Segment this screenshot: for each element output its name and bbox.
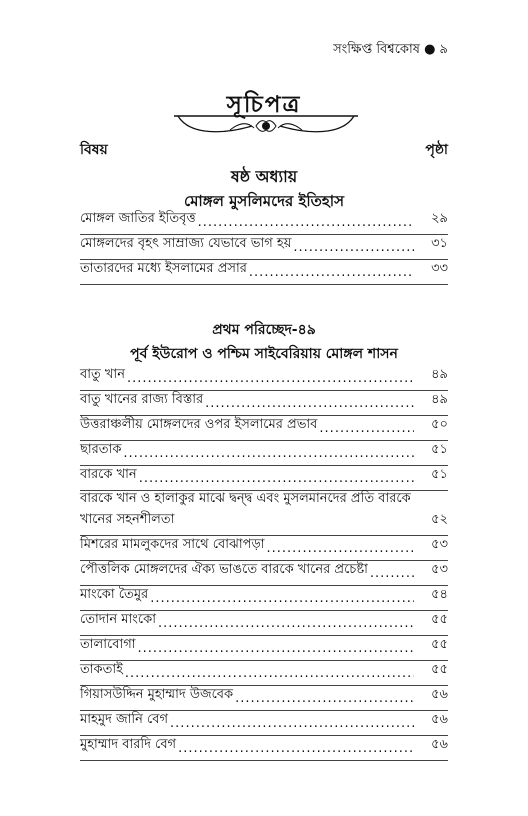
toc-entry[interactable] [80, 586, 448, 611]
dot-leader [127, 371, 414, 386]
toc-entry[interactable] [80, 416, 448, 441]
dot-leader [123, 446, 414, 461]
toc-entry[interactable] [80, 441, 448, 466]
dot-leader [267, 541, 414, 556]
toc-entry[interactable] [80, 366, 448, 391]
toc-entry-title: তাতারদের মধ্যে ইসলামের প্রসার [80, 261, 247, 276]
toc-entry-title: বারকে খান ও হালাকুর মাঝে দ্বন্দ্ব এবং মুসলমানদের প্রতি বারকে খানের সহনশীলতা [80, 491, 411, 527]
toc-entry[interactable] [80, 536, 448, 561]
toc-entry-title: মুহাম্মাদ বারদি বেগ [80, 737, 177, 752]
toc-entry-title: উত্তরাঞ্চলীয় মোঙ্গলদের ওপর ইসলামের প্রভাব [80, 417, 318, 432]
dot-leader [150, 591, 414, 606]
dot-leader [370, 566, 414, 581]
toc-entry[interactable] [80, 686, 448, 711]
toc-list-chapter [80, 210, 448, 285]
dot-leader [249, 265, 414, 280]
toc-entry-title: তোদান মাংকো [80, 612, 156, 627]
subject-column-label: বিষয় [80, 142, 108, 158]
toc-list-section [80, 366, 448, 761]
toc-entry-page: ৪৯ [431, 367, 448, 382]
toc-entry[interactable] [80, 561, 448, 586]
dot-leader [138, 641, 415, 656]
toc-entry-page: ৫০ [431, 417, 448, 432]
toc-entry[interactable] [80, 235, 448, 260]
page-column-label: পৃষ্ঠা [425, 142, 448, 158]
dot-leader [139, 471, 414, 486]
toc-entry-title: বারকে খান [80, 467, 137, 482]
toc-entry-title: মোঙ্গল জাতির ইতিবৃত্ত [80, 211, 196, 226]
toc-entry-page: ৩১ [431, 236, 448, 251]
toc-entry-page: ৩৩ [431, 261, 448, 276]
dot-leader [198, 215, 414, 230]
dot-leader [158, 616, 414, 631]
running-header: সংক্ষিপ্ত বিশ্বকোষ ● ৯ [333, 42, 448, 57]
toc-entry-page: ৫৫ [431, 637, 448, 652]
toc-entry[interactable] [80, 736, 448, 761]
toc-entry-page: ৫১ [431, 467, 448, 482]
chapter-heading: ষষ্ঠ অধ্যায় [230, 167, 298, 186]
toc-entry-page: ৫৪ [431, 587, 448, 602]
dot-leader [170, 716, 414, 731]
dot-leader [293, 240, 414, 255]
toc-entry[interactable] [80, 611, 448, 636]
toc-entry[interactable] [80, 210, 448, 235]
toc-entry-title: মাহমুদ জানি বেগ [80, 712, 169, 727]
toc-entry[interactable] [80, 260, 448, 285]
toc-entry[interactable] [80, 636, 448, 661]
toc-entry-title: তালাবোগা [80, 637, 136, 652]
toc-entry[interactable] [80, 711, 448, 736]
toc-entry-title: বাতু খানের রাজ্য বিস্তার [80, 392, 204, 407]
toc-entry-title: তাকতাই [80, 662, 123, 677]
section-heading: প্রথম পরিচ্ছেদ-৪৯ [212, 322, 316, 338]
toc-entry-page: ৫১ [431, 442, 448, 457]
dot-leader [205, 396, 414, 411]
toc-entry-page: ৫৫ [431, 662, 448, 677]
section-subtitle: পূর্ব ইউরোপ ও পশ্চিম সাইবেরিয়ায় মোঙ্গল শাসন [130, 346, 398, 362]
toc-entry-title: মাংকো তৈমুর [80, 587, 149, 602]
toc-entry-page: ৫৫ [431, 612, 448, 627]
toc-entry-title: মোঙ্গলদের বৃহৎ সাম্রাজ্য যেভাবে ভাগ হয় [80, 236, 292, 251]
dot-leader [235, 691, 414, 706]
toc-entry-title: বাতু খান [80, 367, 125, 382]
toc-entry[interactable] [80, 491, 448, 536]
toc-entry-title: মিশরের মামলুকদের সাথে বোঝাপড়া [80, 537, 265, 552]
toc-entry[interactable] [80, 391, 448, 416]
toc-entry-title: গিয়াসউদ্দিন মুহাম্মাদ উজবেক [80, 687, 234, 702]
toc-entry-page: ৫৬ [431, 737, 448, 752]
toc-entry-page: ৫৬ [431, 687, 448, 702]
toc-entry-page: ৪৯ [431, 392, 448, 407]
toc-entry[interactable] [80, 466, 448, 491]
toc-entry-title: ছারতাক [80, 442, 122, 457]
page-title: সূচিপত্র [226, 92, 302, 118]
toc-entry-page: ৫৩ [431, 562, 448, 577]
dot-leader [178, 741, 414, 756]
dot-leader [125, 666, 414, 681]
flourish-ornament [170, 112, 362, 140]
toc-entry-page: ৫২ [431, 512, 448, 527]
toc-entry[interactable] [80, 661, 448, 686]
toc-entry-page: ২৯ [431, 211, 448, 226]
chapter-subtitle: মোঙ্গল মুসলিমদের ইতিহাস [183, 192, 344, 210]
toc-entry-title: পৌত্তলিক মোঙ্গলদের ঐক্য ভাঙতে বারকে খানের প্রচেষ্টা [80, 562, 368, 577]
toc-entry-page: ৫৩ [431, 537, 448, 552]
toc-entry-page: ৫৬ [431, 712, 448, 727]
dot-leader [319, 421, 414, 436]
